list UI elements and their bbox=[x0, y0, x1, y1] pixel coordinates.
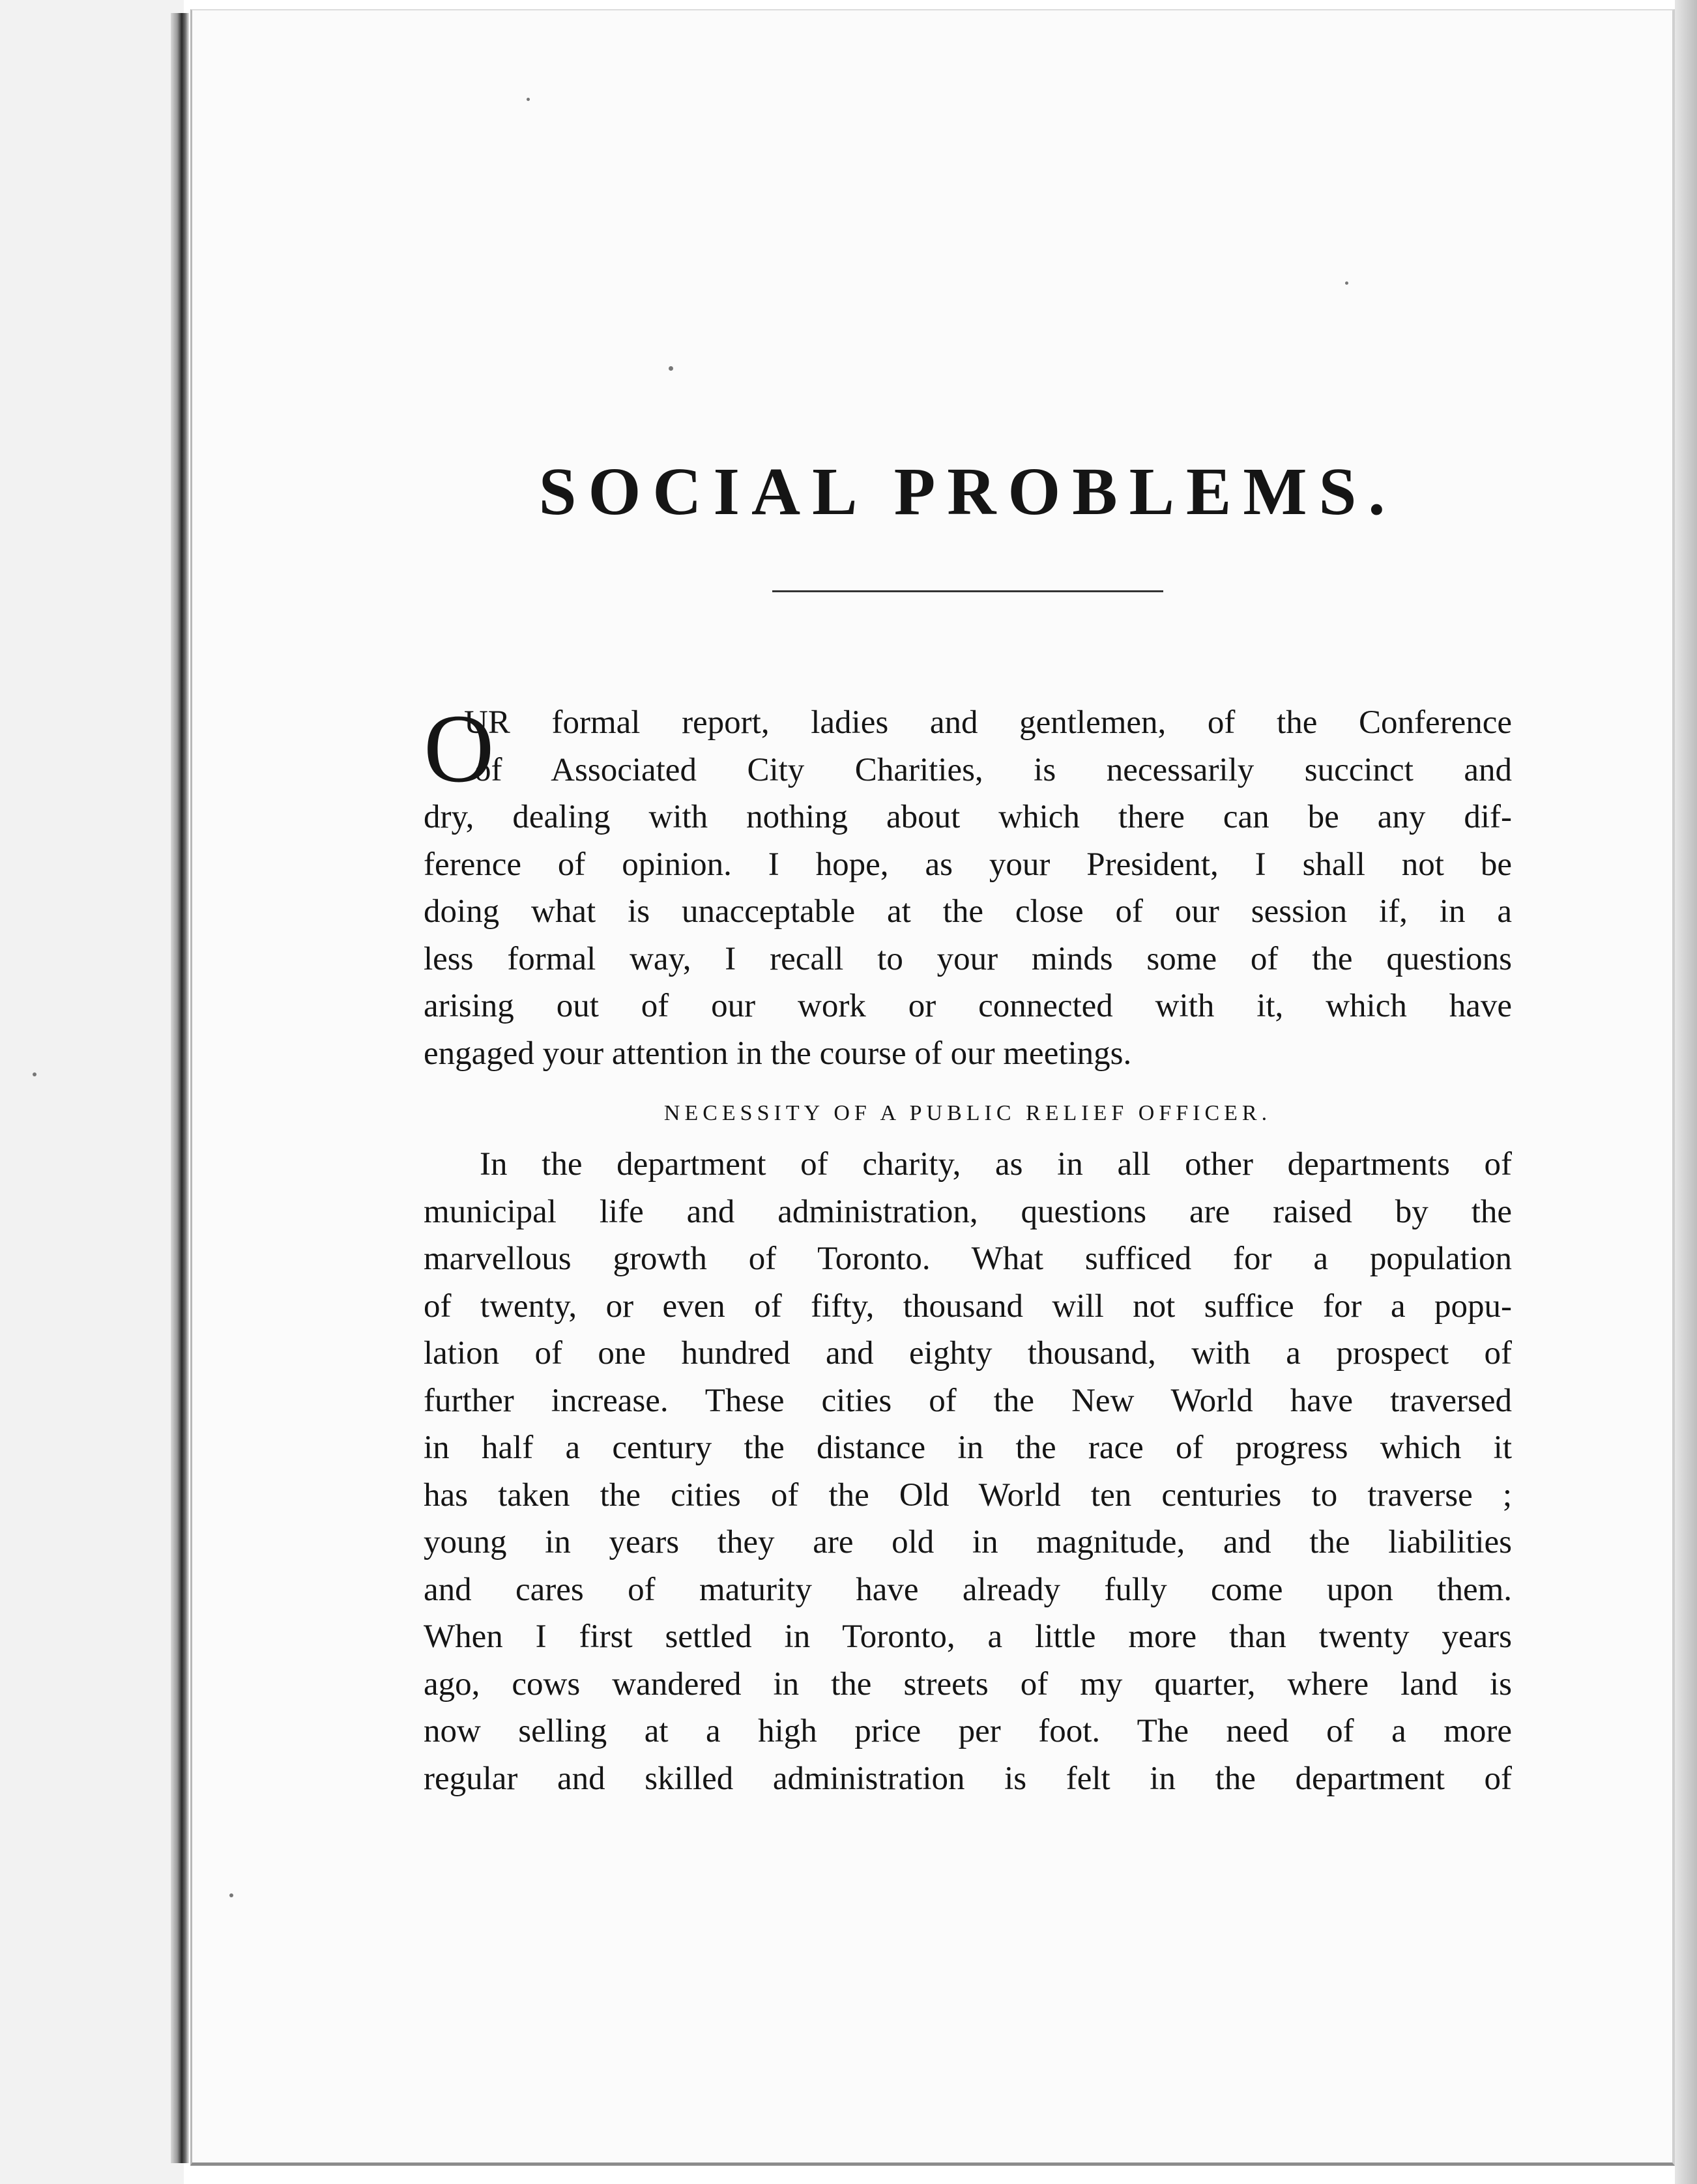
body-paragraph bbox=[424, 1141, 1512, 1802]
paragraph-line: and cares of maturity have already fully come upon them. bbox=[424, 1571, 1512, 1608]
scan-speck bbox=[229, 1893, 233, 1897]
opening-paragraph bbox=[424, 695, 1512, 1077]
paragraph-line: now selling at a high price per foot. The need of a more bbox=[424, 1713, 1512, 1749]
paragraph-line: In the department of charity, as in all other departments of bbox=[480, 1146, 1512, 1183]
paragraph-line: of Associated City Charities, is necessarily succinct and bbox=[474, 751, 1512, 788]
facing-page bbox=[0, 0, 184, 2184]
paragraph-line: young in years they are old in magnitude, and the liabilities bbox=[424, 1524, 1512, 1560]
page-text bbox=[424, 443, 1512, 1802]
paragraph-line: ago, cows wandered in the streets of my quarter, where land is bbox=[424, 1665, 1512, 1703]
paragraph-line: further increase. These cities of the New World have traversed bbox=[424, 1382, 1512, 1419]
paragraph-line: ference of opinion. I hope, as your President, I shall not be bbox=[424, 846, 1512, 883]
paragraph-line: municipal life and administration, questions are raised by the bbox=[424, 1193, 1512, 1230]
scan-speck bbox=[669, 366, 673, 371]
paragraph-line: has taken the cities of the Old World ten centuries to traverse ; bbox=[424, 1476, 1512, 1514]
title-rule bbox=[772, 590, 1163, 592]
paragraph-line: When I first settled in Toronto, a little more than twenty years bbox=[424, 1618, 1512, 1655]
paragraph-line: less formal way, I recall to your minds some of the questions bbox=[424, 940, 1512, 977]
paragraph-line: lation of one hundred and eighty thousand, with a prospect of bbox=[424, 1335, 1512, 1372]
paragraph-line: UR formal report, ladies and gentlemen, of the Conference bbox=[464, 704, 1512, 741]
paragraph-line: marvellous growth of Toronto. What sufficed for a population bbox=[424, 1241, 1512, 1277]
scan-speck bbox=[33, 1072, 36, 1076]
scan-speck bbox=[1345, 281, 1348, 285]
paragraph-line: engaged your attention in the course of our meetings. bbox=[424, 1035, 1132, 1072]
section-heading: NECESSITY OF A PUBLIC RELIEF OFFICER. bbox=[663, 1101, 1272, 1125]
scan-edge bbox=[1675, 0, 1697, 2184]
paragraph-line: of twenty, or even of fifty, thousand will not suffice for a popu- bbox=[424, 1287, 1512, 1325]
paragraph-line: doing what is unacceptable at the close of our session if, in a bbox=[424, 893, 1512, 930]
paragraph-line: in half a century the distance in the race of progress which it bbox=[424, 1430, 1512, 1466]
page-title: SOCIAL PROBLEMS. bbox=[538, 454, 1397, 529]
scan-speck bbox=[527, 98, 530, 101]
paragraph-line: dry, dealing with nothing about which there can be any dif- bbox=[424, 799, 1512, 835]
drop-cap: O bbox=[424, 695, 495, 803]
paragraph-line: arising out of our work or connected with it, which have bbox=[424, 988, 1512, 1024]
paragraph-line: regular and skilled administration is felt in the department of bbox=[424, 1760, 1512, 1797]
binding-gutter bbox=[171, 13, 189, 2163]
